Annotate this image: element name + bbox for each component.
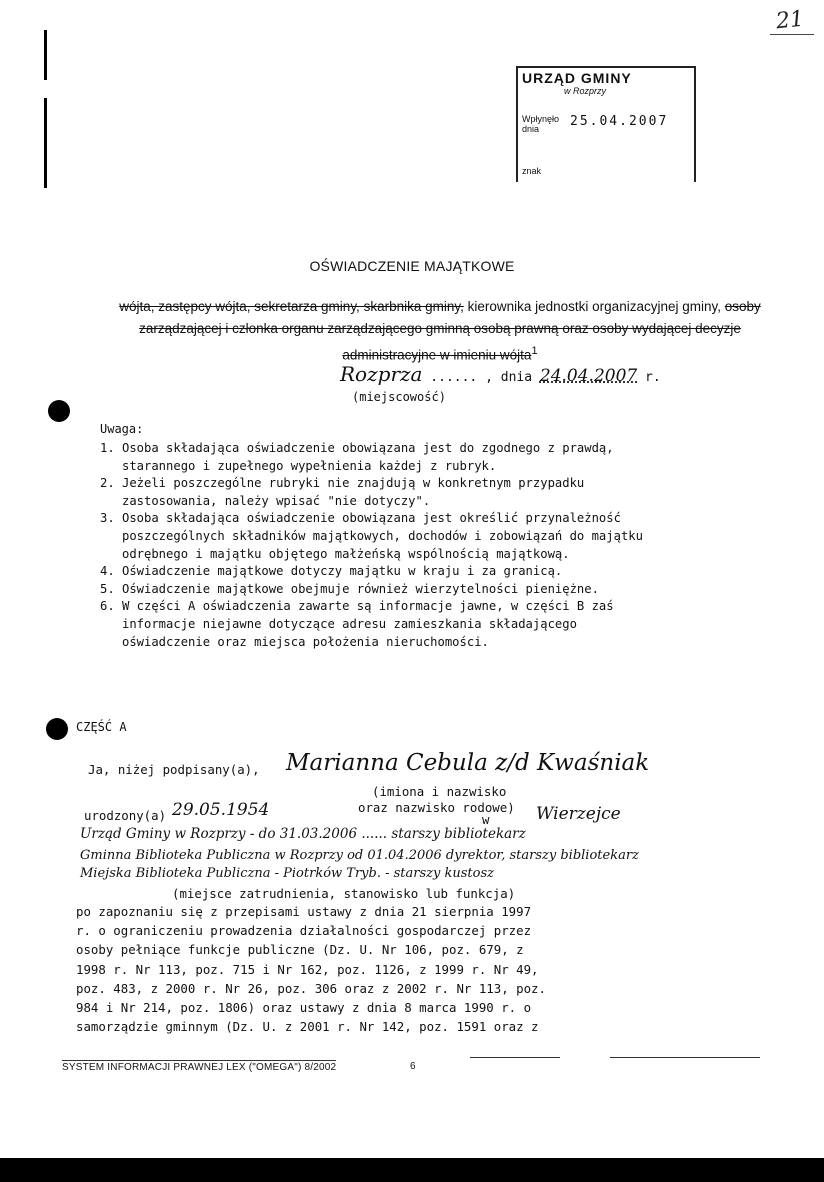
note-text: Osoba składająca oświadczenie obowiązana jest do zgodnego z prawdą, starannego i zupełnego wypełnienia każdej z rubryk. — [122, 441, 614, 473]
body-paragraph — [76, 902, 636, 1036]
signer-caption-2: oraz nazwisko rodowe) — [358, 800, 515, 815]
footer-page-number: 6 — [410, 1061, 416, 1072]
footer-rule — [470, 1057, 560, 1058]
signer-label: Ja, niżej podpisany(a), — [88, 762, 260, 777]
born-place-handwritten: Wierzejce — [536, 804, 621, 824]
received-stamp — [516, 66, 696, 182]
note-number: 6. — [100, 599, 115, 614]
note-item — [100, 598, 660, 651]
employment-handwritten: Miejska Biblioteka Publiczna - Piotrków Tryb. - starszy kustosz — [80, 866, 494, 881]
stamp-ref-label: znak — [522, 166, 542, 176]
employment-handwritten: Urząd Gminy w Rozprzy - do 31.03.2006 ...... starszy bibliotekarz — [80, 826, 526, 842]
struck-role-text: wójta, zastępcy wójta, sekretarza gminy, skarbnika gminy, — [119, 299, 464, 314]
note-item — [100, 475, 660, 510]
born-label: urodzony(a) — [84, 808, 167, 823]
note-text: Oświadczenie majątkowe obejmuje również wierzytelności pieniężne. — [122, 581, 599, 596]
note-text: Oświadczenie majątkowe dotyczy majątku w kraju i za granicą. — [122, 564, 563, 579]
note-number: 1. — [100, 441, 115, 455]
note-item — [100, 581, 660, 599]
signer-caption-1: (imiona i nazwisko — [372, 784, 507, 799]
body-line: po zapoznaniu się z przepisami ustawy z dnia 21 sierpnia 1997 — [76, 904, 532, 919]
stamp-title: URZĄD GMINY — [522, 70, 632, 86]
stamp-received-date: 25.04.2007 — [570, 114, 669, 129]
body-line: r. o ograniczeniu prowadzenia działalności gospodarczej przez — [76, 923, 532, 939]
notes-header: Uwaga: — [100, 422, 144, 436]
note-text: Jeżeli poszczególne rubryki nie znajdują w konkretnym przypadku zastosowania, należy wpisać "nie dotyczy". — [122, 476, 585, 508]
punch-hole — [48, 400, 70, 422]
employment-caption: (miejsce zatrudnienia, stanowisko lub funkcja) — [172, 886, 516, 901]
body-line: osoby pełniące funkcje publiczne (Dz. U. Nr 106, poz. 679, z — [76, 942, 524, 958]
place-caption: (miejscowość) — [352, 390, 446, 404]
place-date-line — [340, 362, 661, 386]
body-line: 984 i Nr 214, poz. 1806) oraz ustawy z dnia 8 marca 1990 r. o — [76, 1000, 532, 1016]
margin-mark — [44, 30, 47, 80]
footer-rule — [610, 1057, 760, 1058]
declarant-role-text — [110, 296, 770, 367]
note-item — [100, 440, 660, 475]
punch-hole — [46, 718, 68, 740]
place-handwritten: Rozprza — [340, 362, 423, 386]
note-number: 2. — [100, 476, 115, 491]
notes-list — [100, 440, 660, 651]
note-number: 5. — [100, 581, 115, 596]
note-number: 4. — [100, 564, 115, 579]
note-item — [100, 563, 660, 581]
page-number: 21 — [774, 6, 806, 35]
footer-text: SYSTEM INFORMACJI PRAWNEJ LEX ("OMEGA") 8/2002 — [62, 1062, 337, 1073]
born-date-handwritten: 29.05.1954 — [172, 800, 270, 820]
stamp-received-label: Wpłynęło dnia — [522, 114, 560, 134]
section-a-heading: CZĘŚĆ A — [76, 720, 127, 734]
body-line: poz. 483, z 2000 r. Nr 26, poz. 306 oraz z 2002 r. Nr 113, poz. — [76, 980, 546, 996]
margin-mark — [44, 98, 47, 188]
date-handwritten: 24.04.2007 — [539, 366, 638, 386]
note-text: W części A oświadczenia zawarte są informacje jawne, w części B zaś informacje niejawne dotyczące adresu zamieszkania składającego oświadczenie oraz miejsca położenia nieruchomości. — [122, 599, 614, 649]
stamp-subtitle: w Rozprzy — [564, 86, 607, 96]
note-number: 3. — [100, 511, 115, 526]
page-title: OŚWIADCZENIE MAJĄTKOWE — [309, 258, 515, 274]
role-text: kierownika jednostki organizacyjnej gminy, — [463, 299, 725, 314]
signer-name-handwritten: Marianna Cebula z/d Kwaśniak — [286, 750, 650, 776]
date-suffix: r. — [645, 370, 661, 385]
body-line: 1998 r. Nr 113, poz. 715 i Nr 162, poz. 1126, z 1999 r. Nr 49, — [76, 961, 539, 977]
body-line: samorządzie gminnym (Dz. U. z 2001 r. Nr 142, poz. 1591 oraz z — [76, 1019, 539, 1035]
employment-handwritten: Gminna Biblioteka Publiczna w Rozprzy od 01.04.2006 dyrektor, starszy bibliotekarz — [80, 848, 639, 863]
page-number-rule — [770, 34, 814, 35]
place-date-separator: ...... , dnia — [430, 370, 533, 385]
struck-role-text: osoby zarządzającej i członka organu zarządzającego gminną osobą prawną oraz osoby wydającej decyzje administracyjne w imieniu wójta — [139, 299, 761, 363]
note-item — [100, 510, 660, 563]
footnote-marker: 1 — [531, 345, 538, 357]
born-in-label: w — [482, 812, 490, 827]
note-text: Osoba składająca oświadczenie obowiązana jest określić przynależność poszczególnych składników majątkowych, dochodów i zobowiązań do majątku odrębnego i majątku objętego małżeńską wspólnością majątkową. — [122, 511, 643, 561]
